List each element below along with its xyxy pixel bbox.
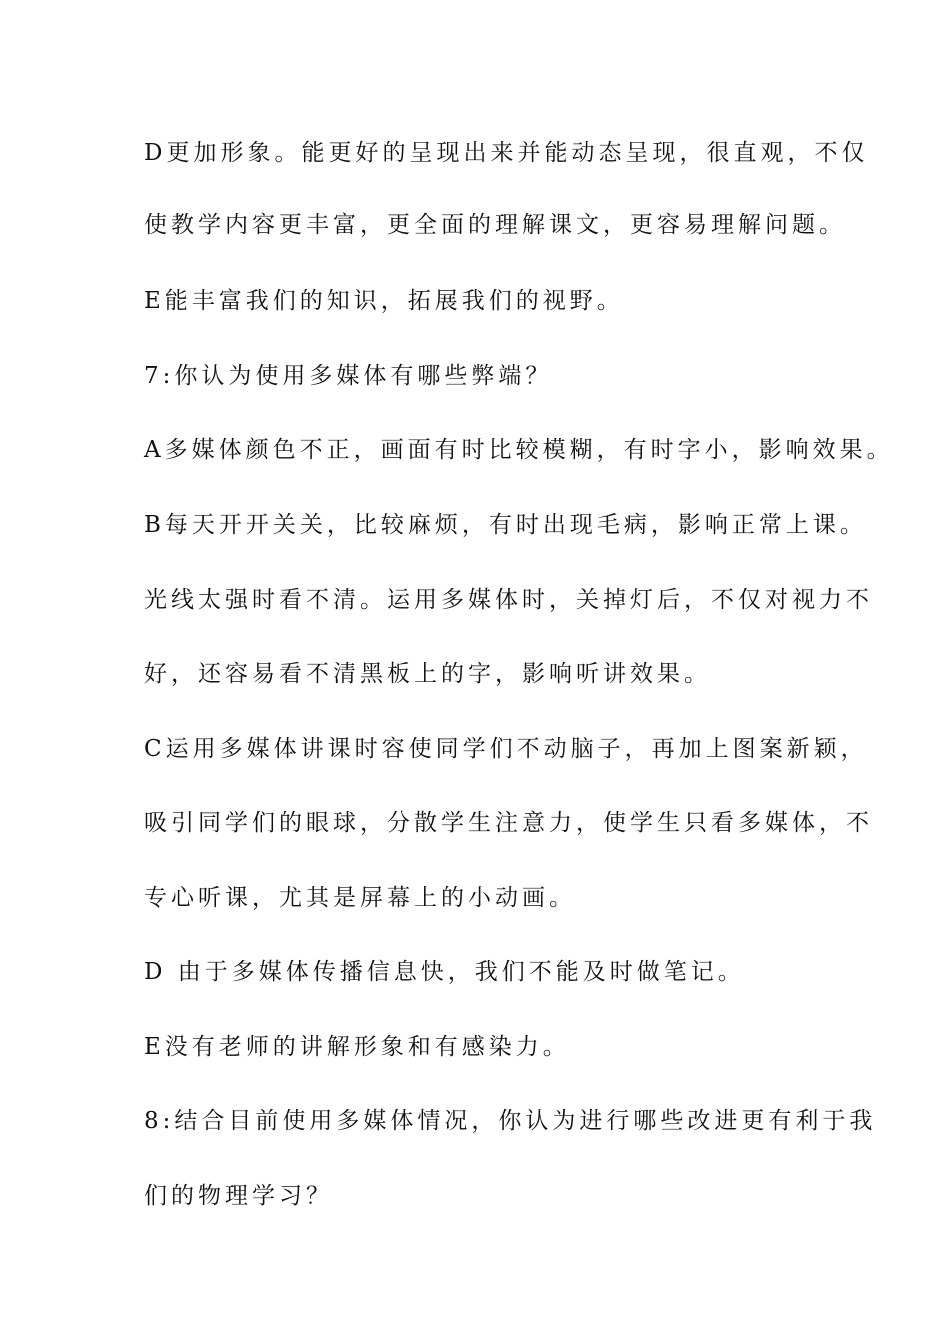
text-line: E能丰富我们的知识，拓展我们的视野。 xyxy=(144,288,624,314)
text-line: D更加形象。能更好的呈现出来并能动态呈现，很直观，不仅 xyxy=(144,140,869,166)
text-line: 使教学内容更丰富，更全面的理解课文，更容易理解问题。 xyxy=(144,212,846,238)
text-line: 专心听课，尤其是屏幕上的小动画。 xyxy=(144,885,576,911)
text-line: B每天开开关关，比较麻烦，有时出现毛病，影响正常上课。 xyxy=(144,512,867,538)
text-line: A多媒体颜色不正，画面有时比较模糊，有时字小，影响效果。 xyxy=(144,437,894,463)
question-heading: 8:结合目前使用多媒体情况，你认为进行哪些改进更有利于我 xyxy=(144,1108,877,1134)
text-line: 吸引同学们的眼球，分散学生注意力，使学生只看多媒体，不 xyxy=(144,810,873,836)
text-line: C运用多媒体讲课时容使同学们不动脑子，再加上图案新颖， xyxy=(144,736,868,762)
text-line: 光线太强时看不清。运用多媒体时，关掉灯后，不仅对视力不 xyxy=(144,587,873,613)
text-line: 好，还容易看不清黑板上的字，影响听讲效果。 xyxy=(144,661,711,687)
text-line: E没有老师的讲解形象和有感染力。 xyxy=(144,1034,570,1060)
text-line: D 由于多媒体传播信息快，我们不能及时做笔记。 xyxy=(144,959,745,985)
question-heading: 7:你认为使用多媒体有哪些弊端？ xyxy=(144,363,553,389)
text-line: 们的物理学习？ xyxy=(144,1183,333,1209)
